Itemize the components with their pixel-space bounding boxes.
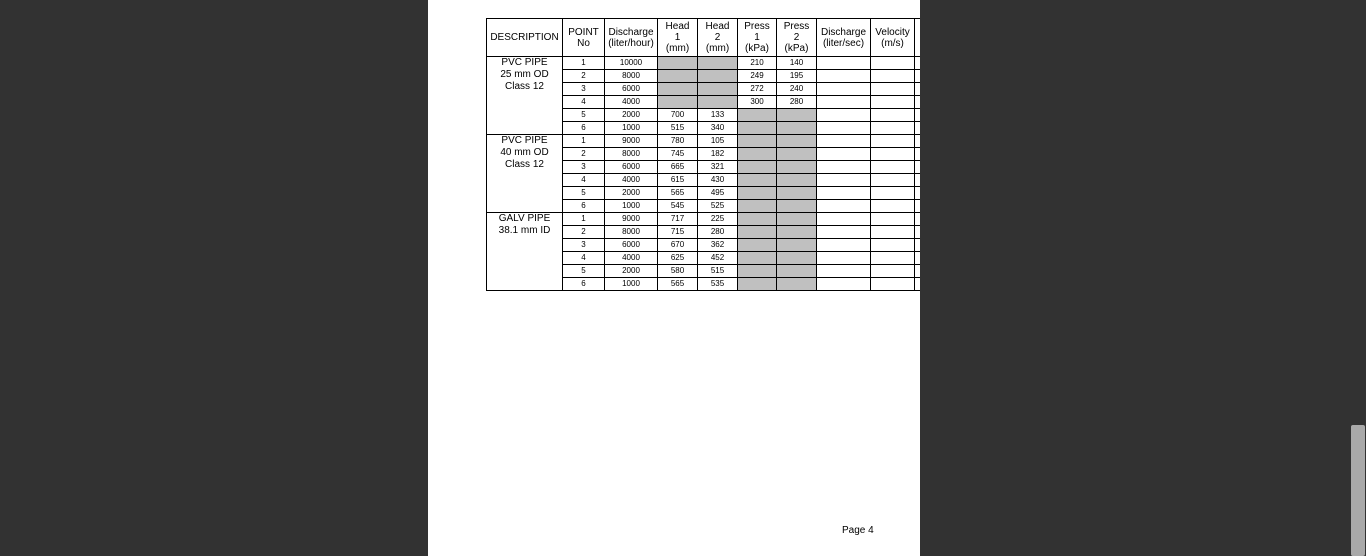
press1-cell [738,252,777,265]
point-cell: 2 [563,148,605,161]
head2-cell [698,83,738,96]
press1-cell [738,135,777,148]
discharge-lps-cell [817,57,871,70]
point-cell: 5 [563,187,605,200]
discharge-lps-cell [817,70,871,83]
discharge-cell: 6000 [605,83,658,96]
press2-cell [777,265,817,278]
velocity-cell [871,57,915,70]
discharge-lps-cell [817,187,871,200]
point-cell: 1 [563,135,605,148]
head1-cell [658,96,698,109]
velocity-cell [871,135,915,148]
discharge-cell: 9000 [605,213,658,226]
press2-cell [777,174,817,187]
discharge-lps-cell [817,265,871,278]
velocity-cell [871,83,915,96]
cutoff-cell [915,174,921,187]
point-cell: 2 [563,226,605,239]
header-cutoff [915,19,921,57]
velocity-cell [871,187,915,200]
press1-cell: 300 [738,96,777,109]
discharge-lps-cell [817,200,871,213]
head2-cell: 105 [698,135,738,148]
discharge-cell: 8000 [605,70,658,83]
head2-cell: 133 [698,109,738,122]
table-body [487,57,921,291]
head1-cell: 625 [658,252,698,265]
discharge-lps-cell [817,148,871,161]
cutoff-cell [915,278,921,291]
head1-cell: 717 [658,213,698,226]
press1-cell [738,278,777,291]
scrollbar-thumb[interactable] [1351,425,1365,556]
press2-cell [777,161,817,174]
head2-cell: 280 [698,226,738,239]
group-description: PVC PIPE 25 mm OD Class 12 [487,57,563,135]
point-cell: 6 [563,200,605,213]
press1-cell [738,239,777,252]
discharge-lps-cell [817,96,871,109]
velocity-cell [871,278,915,291]
head1-cell [658,83,698,96]
point-cell: 4 [563,252,605,265]
press1-cell [738,226,777,239]
head1-cell: 715 [658,226,698,239]
point-cell: 6 [563,278,605,291]
header-description: DESCRIPTION [487,19,563,57]
press2-cell: 240 [777,83,817,96]
table-row [487,135,921,148]
velocity-cell [871,70,915,83]
cutoff-cell [915,187,921,200]
cutoff-cell [915,109,921,122]
head1-cell: 670 [658,239,698,252]
discharge-cell: 8000 [605,148,658,161]
point-cell: 4 [563,96,605,109]
cutoff-cell [915,148,921,161]
press2-cell [777,122,817,135]
discharge-lps-cell [817,135,871,148]
header-head2: Head 2 (mm) [698,19,738,57]
point-cell: 2 [563,70,605,83]
head2-cell: 340 [698,122,738,135]
cutoff-cell [915,213,921,226]
discharge-cell: 4000 [605,96,658,109]
head1-cell: 515 [658,122,698,135]
head2-cell: 321 [698,161,738,174]
cutoff-cell [915,252,921,265]
press2-cell [777,135,817,148]
point-cell: 3 [563,239,605,252]
press1-cell [738,200,777,213]
velocity-cell [871,265,915,278]
discharge-lps-cell [817,226,871,239]
head2-cell: 362 [698,239,738,252]
header-discharge-lph: Discharge (liter/hour) [605,19,658,57]
discharge-cell: 4000 [605,174,658,187]
velocity-cell [871,148,915,161]
press2-cell: 140 [777,57,817,70]
header-press2: Press 2 (kPa) [777,19,817,57]
discharge-cell: 2000 [605,109,658,122]
head1-cell: 565 [658,278,698,291]
velocity-cell [871,174,915,187]
discharge-cell: 6000 [605,239,658,252]
head1-cell: 780 [658,135,698,148]
page-number: Page 4 [842,525,874,536]
velocity-cell [871,226,915,239]
cutoff-cell [915,200,921,213]
results-table [486,18,920,291]
discharge-lps-cell [817,239,871,252]
press2-cell [777,213,817,226]
header-discharge-lps: Discharge (liter/sec) [817,19,871,57]
head2-cell: 225 [698,213,738,226]
press1-cell [738,148,777,161]
head1-cell: 700 [658,109,698,122]
header-head1: Head 1 (mm) [658,19,698,57]
head2-cell: 535 [698,278,738,291]
cutoff-cell [915,122,921,135]
header-point: POINT No [563,19,605,57]
press2-cell [777,200,817,213]
press1-cell [738,109,777,122]
press1-cell: 210 [738,57,777,70]
discharge-cell: 10000 [605,57,658,70]
head1-cell: 665 [658,161,698,174]
head2-cell: 515 [698,265,738,278]
press1-cell [738,213,777,226]
head2-cell: 430 [698,174,738,187]
press1-cell: 272 [738,83,777,96]
press2-cell [777,109,817,122]
head2-cell [698,57,738,70]
head1-cell: 745 [658,148,698,161]
press2-cell [777,278,817,291]
head1-cell: 565 [658,187,698,200]
point-cell: 5 [563,265,605,278]
point-cell: 6 [563,122,605,135]
point-cell: 3 [563,83,605,96]
press1-cell [738,174,777,187]
head2-cell: 495 [698,187,738,200]
discharge-lps-cell [817,83,871,96]
point-cell: 3 [563,161,605,174]
press1-cell [738,265,777,278]
header-row [487,19,921,57]
document-page [428,0,920,556]
head1-cell: 545 [658,200,698,213]
cutoff-cell [915,239,921,252]
head1-cell: 615 [658,174,698,187]
header-press1: Press 1 (kPa) [738,19,777,57]
press2-cell [777,239,817,252]
cutoff-cell [915,226,921,239]
press2-cell: 195 [777,70,817,83]
discharge-cell: 1000 [605,122,658,135]
discharge-lps-cell [817,278,871,291]
press1-cell [738,122,777,135]
table-row [487,213,921,226]
cutoff-cell [915,57,921,70]
velocity-cell [871,213,915,226]
velocity-cell [871,161,915,174]
discharge-lps-cell [817,122,871,135]
velocity-cell [871,122,915,135]
discharge-lps-cell [817,174,871,187]
point-cell: 1 [563,57,605,70]
cutoff-cell [915,83,921,96]
cutoff-cell [915,265,921,278]
discharge-cell: 2000 [605,265,658,278]
head2-cell [698,96,738,109]
discharge-lps-cell [817,109,871,122]
cutoff-cell [915,70,921,83]
velocity-cell [871,239,915,252]
velocity-cell [871,96,915,109]
cutoff-cell [915,161,921,174]
discharge-lps-cell [817,161,871,174]
cutoff-cell [915,135,921,148]
press2-cell [777,187,817,200]
velocity-cell [871,109,915,122]
point-cell: 4 [563,174,605,187]
press2-cell [777,252,817,265]
cutoff-cell [915,96,921,109]
head1-cell [658,57,698,70]
discharge-cell: 1000 [605,200,658,213]
group-description: PVC PIPE 40 mm OD Class 12 [487,135,563,213]
group-description: GALV PIPE 38.1 mm ID [487,213,563,291]
head2-cell: 525 [698,200,738,213]
discharge-lps-cell [817,252,871,265]
head1-cell: 580 [658,265,698,278]
point-cell: 1 [563,213,605,226]
discharge-cell: 6000 [605,161,658,174]
discharge-cell: 9000 [605,135,658,148]
head2-cell: 452 [698,252,738,265]
press1-cell [738,161,777,174]
press2-cell: 280 [777,96,817,109]
head2-cell: 182 [698,148,738,161]
velocity-cell [871,252,915,265]
head2-cell [698,70,738,83]
press1-cell: 249 [738,70,777,83]
discharge-cell: 2000 [605,187,658,200]
table-row [487,57,921,70]
point-cell: 5 [563,109,605,122]
velocity-cell [871,200,915,213]
discharge-cell: 4000 [605,252,658,265]
press2-cell [777,148,817,161]
discharge-lps-cell [817,213,871,226]
discharge-cell: 8000 [605,226,658,239]
discharge-cell: 1000 [605,278,658,291]
header-velocity: Velocity (m/s) [871,19,915,57]
press1-cell [738,187,777,200]
press2-cell [777,226,817,239]
head1-cell [658,70,698,83]
